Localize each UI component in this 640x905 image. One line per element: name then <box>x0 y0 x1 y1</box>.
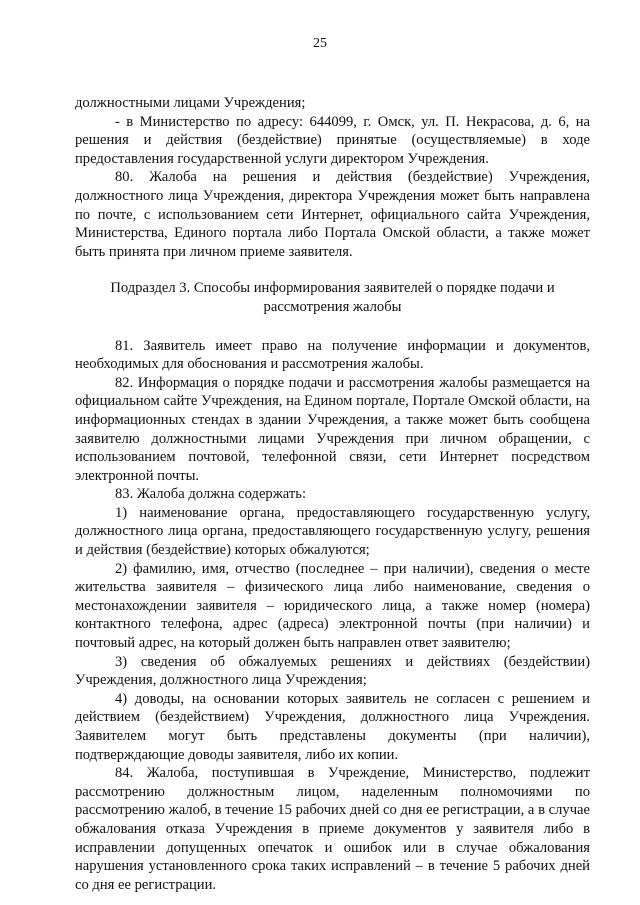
list-item-4: 4) доводы, на основании которых заявитель не согласен с решением и действием (бездействием) Учреждения, должностного лица Учреждения. Заявителем могут быть представлены документы (при наличии), подтверждающие доводы заявителя, либо их копии. <box>75 690 590 763</box>
list-item-1: 1) наименование органа, предоставляющего государственную услугу, должностного лица органа, предоставляющего государственную услугу, решения и действия (бездействие) которых обжалуются; <box>75 504 590 559</box>
paragraph-81: 81. Заявитель имеет право на получение информации и документов, необходимых для обоснования и рассмотрения жалобы. <box>75 337 590 373</box>
paragraph-82: 82. Информация о порядке подачи и рассмотрения жалобы размещается на официальном сайте Учреждения, на Едином портале, Портале Омской области, на информационных стендах в здании Учреждения, а также может быть сообщена заявителю должностными лицами Учреждения при личном обращении, с использованием почтовой, телефонной связи, сети Интернет посредством электронной почты. <box>75 374 590 484</box>
paragraph-continuation: должностными лицами Учреждения; <box>75 95 306 111</box>
list-item-3: 3) сведения об обжалуемых решениях и действиях (бездействии) Учреждения, должностного лица Учреждения; <box>75 653 590 689</box>
paragraph-83: 83. Жалоба должна содержать: <box>115 486 306 503</box>
paragraph-ministry-address: - в Министерство по адресу: 644099, г. Омск, ул. П. Некрасова, д. 6, на решения и действия (бездействие) принятые (осуществляемые) в ходе предоставления государственной услуги директором Учреждения. <box>75 113 590 167</box>
document-body <box>75 94 590 894</box>
paragraph-80: 80. Жалоба на решения и действия (бездействие) Учреждения, должностного лица Учреждения, директора Учреждения может быть направлена по почте, с использованием сети Интернет, официального сайта Учреждения, Министерства, Единого портала либо Портала Омской области, а также может быть принята при личном приеме заявителя. <box>75 169 590 260</box>
subsection-heading: Подраздел 3. Способы информирования заявителей о порядке подачи и рассмотрения жалобы <box>110 280 555 315</box>
page-number: 25 <box>313 36 327 51</box>
paragraph-84: 84. Жалоба, поступившая в Учреждение, Министерство, подлежит рассмотрению должностным лицом, наделенным полномочиями по рассмотрению жалоб, в течение 15 рабочих дней со дня ее регистрации, а в случае обжалования отказа Учреждения в приеме документов у заявителя либо в исправлении допущенных опечаток и ошибок или в случае обжалования нарушения установленного срока таких исправлений – в течение 5 рабочих дней со дня ее регистрации. <box>75 765 590 893</box>
list-item-2: 2) фамилию, имя, отчество (последнее – при наличии), сведения о месте жительства заявителя – физического лица либо наименование, сведения о местонахождении заявителя – юридического лица, а также номер (номера) контактного телефона, адрес (адреса) электронной почты (при наличии) и почтовый адрес, на который должен быть направлен ответ заявителю; <box>75 560 590 652</box>
